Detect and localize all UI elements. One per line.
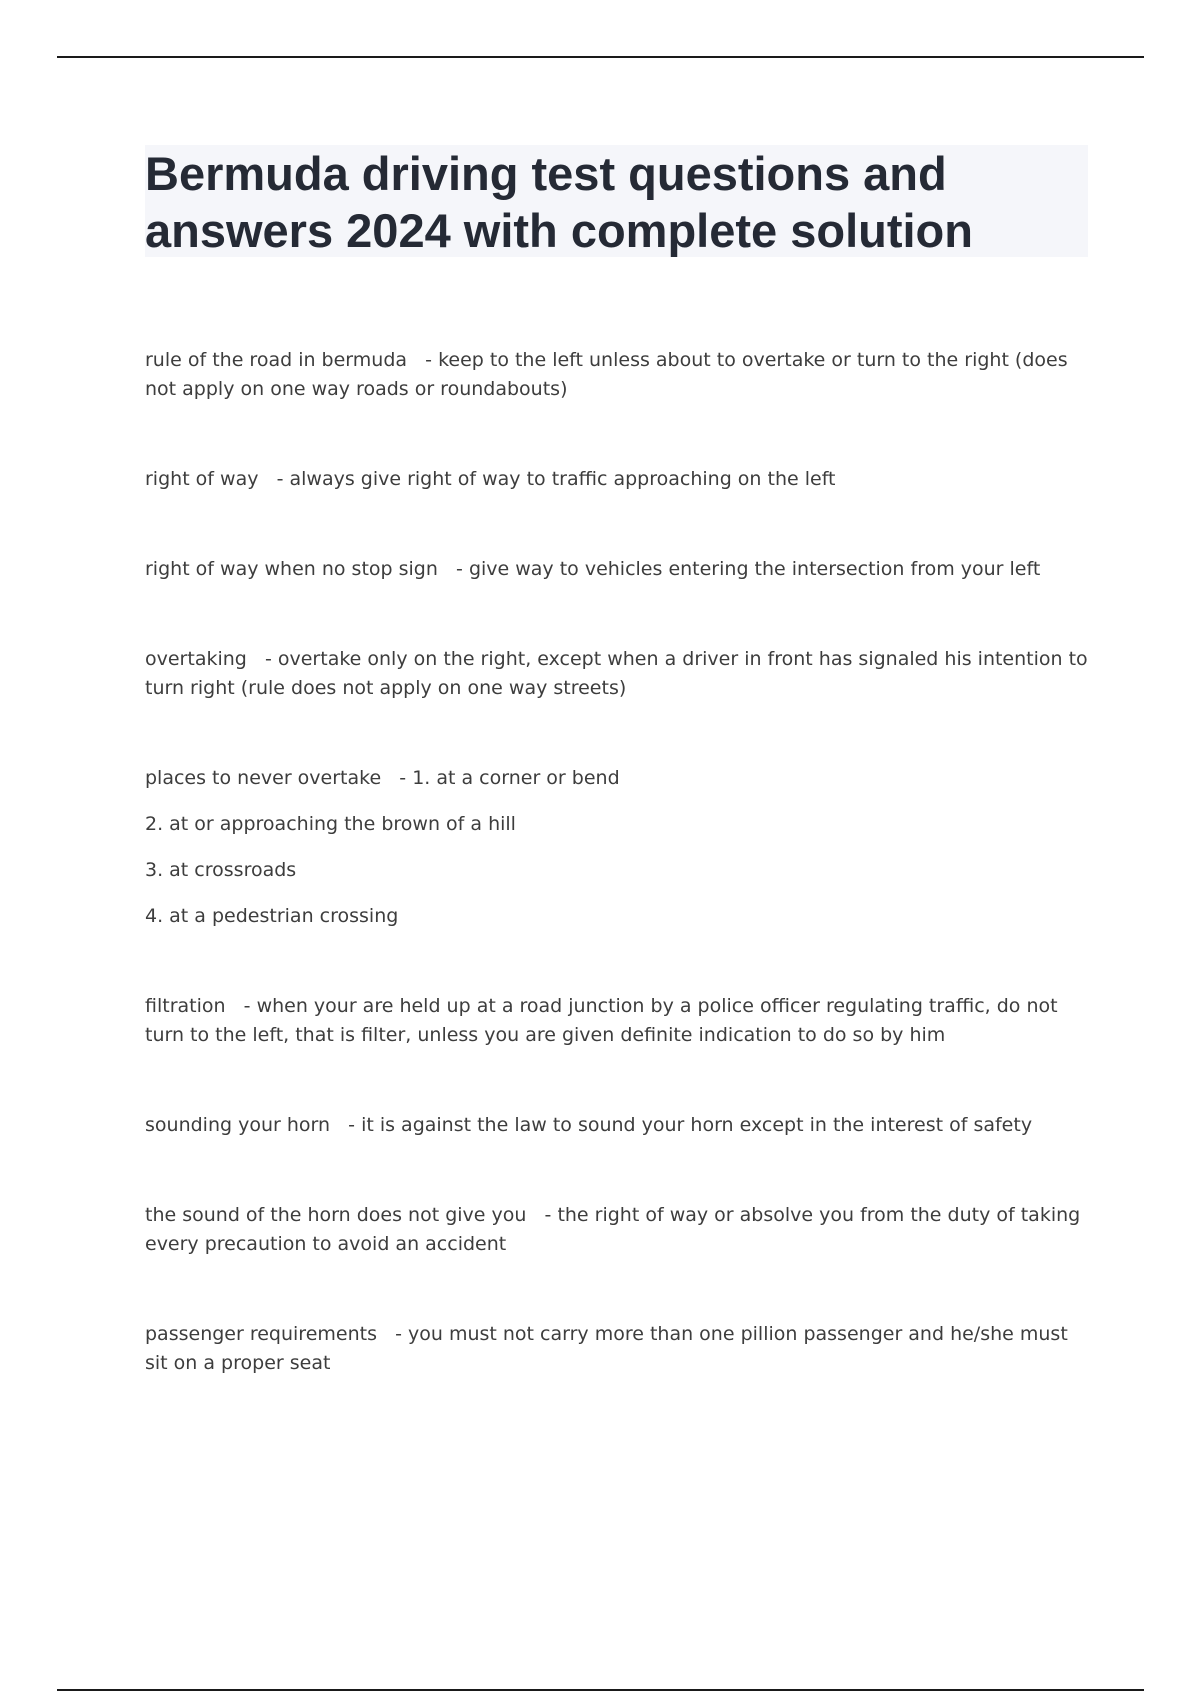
qa-list bbox=[145, 346, 1090, 1378]
qa-separator: - bbox=[258, 468, 290, 490]
qa-definition: when your are held up at a road junction by a police officer regulating traffic, do not turn to the left, that is filter, unless you are given definite indication to do so by him bbox=[145, 995, 1058, 1046]
list-item: 3. at crossroads bbox=[145, 859, 297, 881]
qa-separator: - bbox=[381, 767, 413, 789]
list-item: 2. at or approaching the brown of a hill bbox=[145, 813, 516, 835]
qa-item-right-of-way-no-stop-sign bbox=[145, 555, 1090, 584]
qa-term: places to never overtake bbox=[145, 767, 382, 789]
qa-item-filtration bbox=[145, 992, 1090, 1050]
list-item: 4. at a pedestrian crossing bbox=[145, 905, 399, 927]
qa-term: filtration bbox=[145, 995, 226, 1017]
title-block bbox=[145, 145, 1088, 257]
qa-item-horn-right-of-way bbox=[145, 1201, 1090, 1259]
qa-definition: overtake only on the right, except when a driver in front has signaled his intention to turn right (rule does not apply on one way streets) bbox=[145, 648, 1088, 699]
qa-definition: keep to the left unless about to overtake or turn to the right (does not apply on one way roads or roundabouts) bbox=[145, 349, 1068, 400]
qa-term: passenger requirements bbox=[145, 1323, 377, 1345]
qa-item-sounding-horn bbox=[145, 1111, 1090, 1140]
qa-separator: - bbox=[407, 349, 439, 371]
qa-definition: you must not carry more than one pillion passenger and he/she must sit on a proper seat bbox=[145, 1323, 1068, 1374]
qa-separator: - bbox=[376, 1323, 408, 1345]
qa-term: rule of the road in bermuda bbox=[145, 349, 408, 371]
qa-item-places-header bbox=[145, 764, 1090, 793]
qa-separator: - bbox=[246, 648, 278, 670]
bottom-divider bbox=[57, 1689, 1144, 1691]
qa-definition: always give right of way to traffic approaching on the left bbox=[289, 468, 836, 490]
qa-term: overtaking bbox=[145, 648, 247, 670]
qa-term: right of way bbox=[145, 468, 259, 490]
qa-item-overtaking bbox=[145, 645, 1090, 703]
qa-item-passenger-requirements bbox=[145, 1320, 1090, 1378]
qa-item-rule-of-road bbox=[145, 346, 1090, 404]
qa-item-places-never-overtake bbox=[145, 764, 1090, 931]
qa-definition: the right of way or absolve you from the duty of taking every precaution to avoid an accident bbox=[145, 1204, 1081, 1255]
qa-definition: it is against the law to sound your horn except in the interest of safety bbox=[361, 1114, 1033, 1136]
qa-definition: give way to vehicles entering the intersection from your left bbox=[468, 558, 1041, 580]
document-title: Bermuda driving test questions and answers 2024 with complete solution bbox=[145, 147, 973, 257]
qa-term: right of way when no stop sign bbox=[145, 558, 438, 580]
qa-item-right-of-way bbox=[145, 465, 1090, 494]
qa-separator: - bbox=[437, 558, 469, 580]
qa-term: the sound of the horn does not give you bbox=[145, 1204, 527, 1226]
qa-term: sounding your horn bbox=[145, 1114, 331, 1136]
top-divider bbox=[57, 56, 1144, 58]
qa-separator: - bbox=[526, 1204, 558, 1226]
qa-definition: 1. at a corner or bend bbox=[412, 767, 620, 789]
qa-separator: - bbox=[330, 1114, 362, 1136]
qa-separator: - bbox=[225, 995, 257, 1017]
